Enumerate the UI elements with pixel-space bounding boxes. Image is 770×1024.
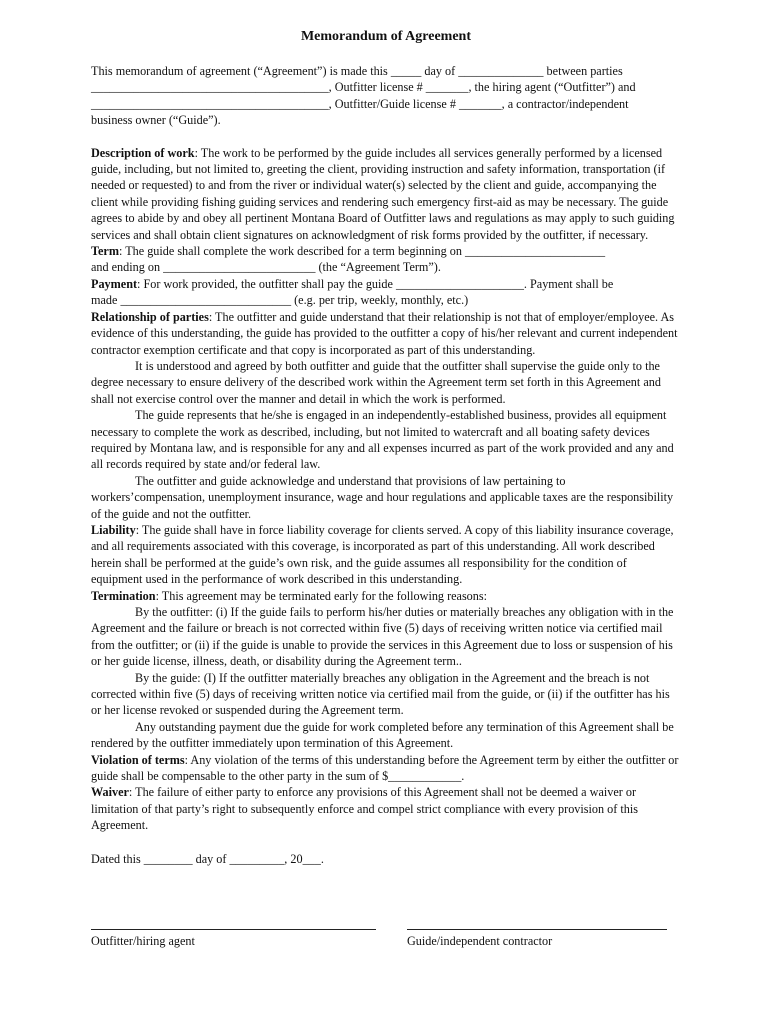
intro-line-1: This memorandum of agreement (“Agreement”) is made this _____ day of ______________ between parties <box>91 64 623 78</box>
liability-heading: Liability <box>91 522 136 537</box>
description-heading: Description of work <box>91 145 195 160</box>
spacer <box>91 129 681 145</box>
agreement-document <box>91 28 681 867</box>
violation-text: : Any violation of the terms of this understanding before the Agreement term by either the outfitter or guide shall be compensable to the other party in the sum of $____________. <box>91 752 679 784</box>
termination-text: : This agreement may be terminated early for the following reasons: <box>155 588 487 603</box>
termination-by-outfitter: By the outfitter: (i) If the guide fails to perform his/her duties or materially breaches any obligation with in the Agreement and the failure or breach is not corrected within five (5) days of receiving written notice via certified mail from the outfitter; or (ii) if the guide is unable to provide the services in this Agreement due to loss or suspension of his or her guide license, illness, death, or disability during the Agreement term.. <box>91 605 674 669</box>
payment-line-2: made ____________________________ (e.g. per trip, weekly, monthly, etc.) <box>91 293 469 308</box>
term-text-1: : The guide shall complete the work described for a term beginning on _______________________ <box>118 244 606 259</box>
intro-paragraph <box>91 63 681 129</box>
relationship-paragraph-4: The outfitter and guide acknowledge and understand that provisions of law pertaining to workers’compensation, unemployment insurance, wage and hour regulations and applicable taxes are the responsibility of the guide and not the outfitter. <box>91 473 674 521</box>
guide-signature-line <box>407 929 667 930</box>
term-line-1 <box>91 243 681 259</box>
waiver-text: : The failure of either party to enforce any provisions of this Agreement shall not be deemed a waiver or limitation of that party’s right to subsequently enforce and compel strict compliance with every provision of this Agreement. <box>91 785 638 833</box>
relationship-text: : The outfitter and guide understand that their relationship is not that of employer/employee. As evidence of this understanding, the guide has provided to the outfitter a copy of his/her relevant and current independent contractor exemption certificate and that copy is incorporated as part of this understanding. <box>91 309 678 357</box>
relationship-paragraph-2: It is understood and agreed by both outfitter and guide that the outfitter shall supervise the guide only to the degree necessary to ensure delivery of the described work within the Agreement term set forth in this Agreement and shall not exercise control over the manner and detail in which the work is performed. <box>91 358 661 406</box>
violation-section <box>91 752 681 785</box>
payment-text-1: : For work provided, the outfitter shall pay the guide _____________________. Payment shall be <box>137 276 614 291</box>
waiver-heading: Waiver <box>91 785 129 800</box>
liability-text: : The guide shall have in force liability coverage for clients served. A copy of this liability insurance coverage, and all requirements associated with this coverage, is incorporated as part of this understanding. All work described herein shall be performed at the guide’s own risk, and the guide assumes all responsibility for the condition of equipment used in the performance of work described in this understanding. <box>91 522 674 587</box>
payment-section <box>91 276 681 309</box>
termination-payment: Any outstanding payment due the guide for work completed before any termination of this Agreement shall be rendered by the outfitter immediately upon termination of this Agreement. <box>91 719 674 751</box>
outfitter-signature-line <box>91 929 376 930</box>
guide-signature-label: Guide/independent contractor <box>407 934 553 948</box>
intro-line-3: _______________________________________, Outfitter/Guide license # _______, a contractor/independent <box>91 96 629 111</box>
waiver-section <box>91 784 681 833</box>
dated-line: Dated this ________ day of _________, 20___. <box>91 851 324 866</box>
termination-heading: Termination <box>91 588 156 603</box>
term-section <box>91 243 681 276</box>
relationship-section <box>91 309 681 358</box>
term-line-2: and ending on _________________________ (the “Agreement Term”). <box>91 260 441 275</box>
payment-line-1 <box>91 276 681 292</box>
termination-section <box>91 588 681 604</box>
relationship-paragraph-3: The guide represents that he/she is engaged in an independently-established business, provides all equipment necessary to complete the work as described, including, but not limited to watercraft and all boating safety devices required by Montana law, and is responsible for any and all expenses incurred as part of the work provided and any and all records required by state and/or federal law. <box>91 408 674 472</box>
liability-section <box>91 522 681 588</box>
termination-by-guide: By the guide: (I) If the outfitter materially breaches any obligation in the Agreement and the breach is not corrected within five (5) days of receiving written notice via certified mail from the guide, or (ii) if the outfitter has his or her license revoked or suspended during the Agreement term. <box>91 670 670 718</box>
intro-line-2: _______________________________________, Outfitter license # _______, the hiring agent (“Outfitter”) and <box>91 80 636 95</box>
intro-line-4: business owner (“Guide”). <box>91 113 221 128</box>
relationship-heading: Relationship of parties <box>91 309 209 324</box>
description-section <box>91 145 681 243</box>
outfitter-signature-label: Outfitter/hiring agent <box>91 934 195 948</box>
description-text: : The work to be performed by the guide includes all services generally performed by a licensed guide, including, but not limited to, greeting the client, providing instruction and safety information, transportation (if needed or requested) to and from the river or individual water(s) selected by the client and guide, accompanying the client while providing fishing guiding services and rendering such emergency first-aid as may be necessary. The guide agrees to abide by and obey all pertinent Montana Board of Outfitter laws and regulations as may apply to such guiding services and shall obtain client signatures on acknowledgment of risk forms provided by the outfitter, if necessary. <box>91 145 675 242</box>
document-title: Memorandum of Agreement <box>300 29 472 44</box>
violation-heading: Violation of terms <box>91 752 185 767</box>
payment-heading: Payment <box>91 276 138 291</box>
term-heading: Term <box>91 244 119 259</box>
